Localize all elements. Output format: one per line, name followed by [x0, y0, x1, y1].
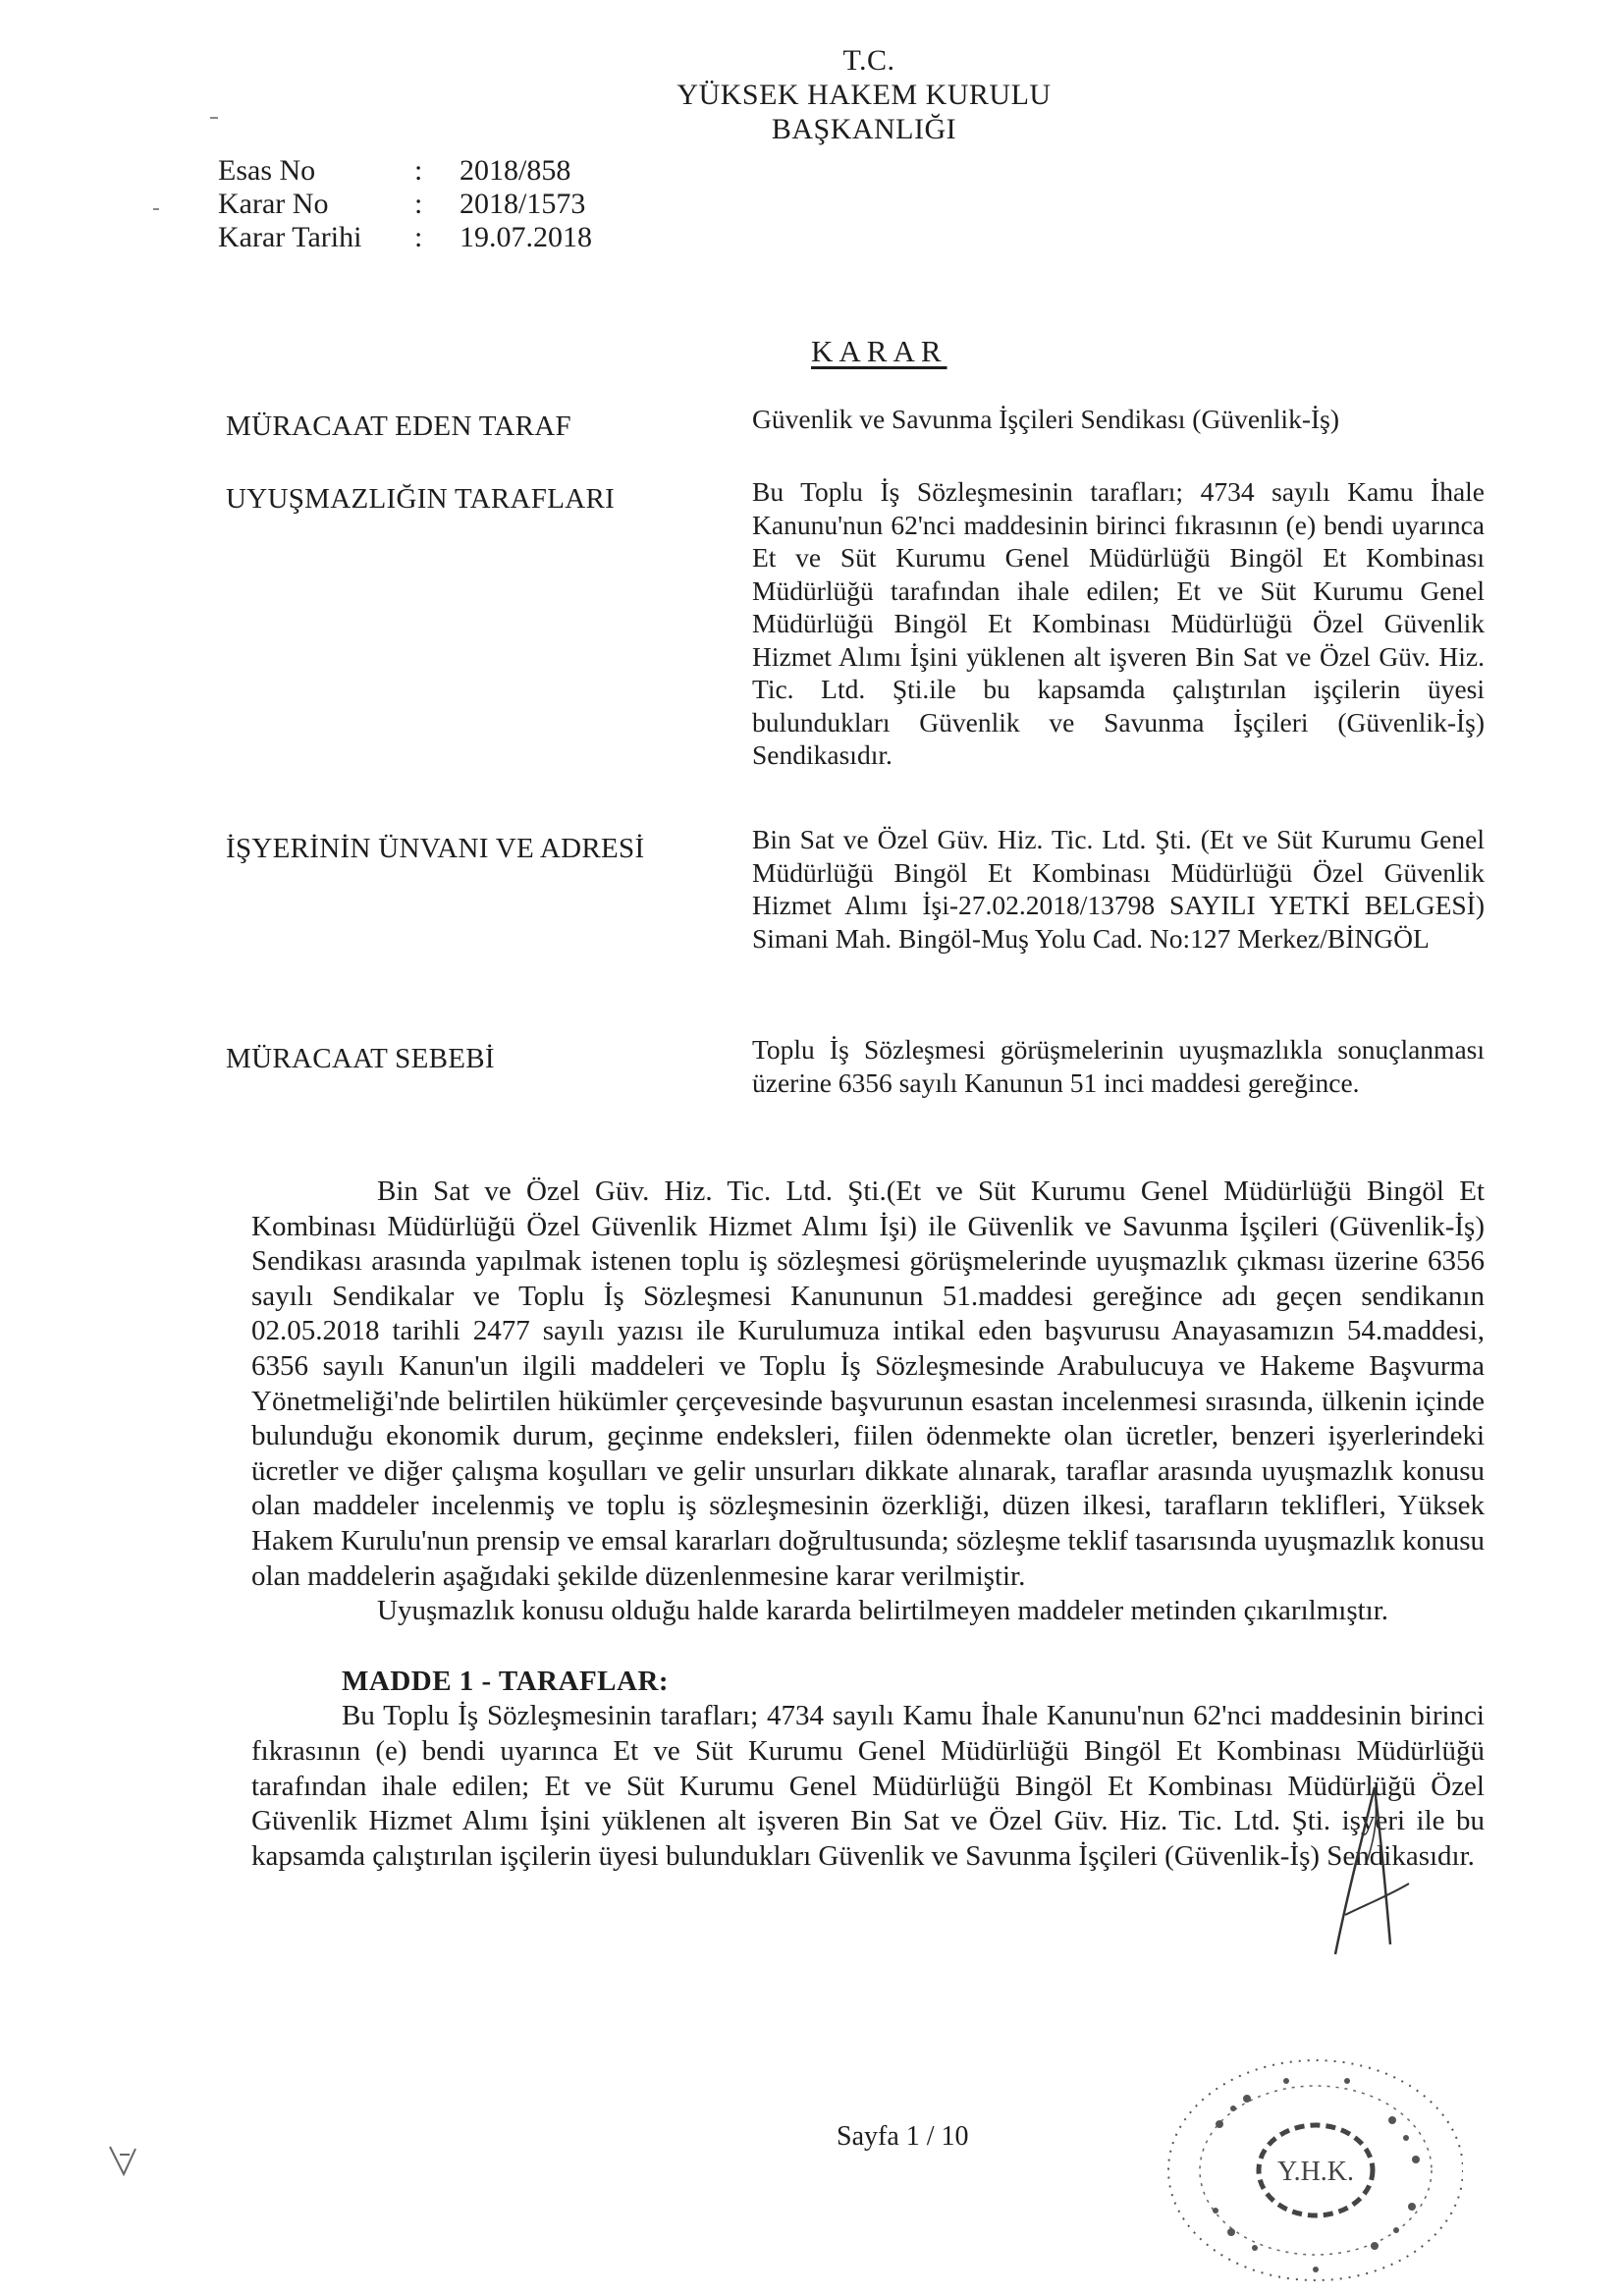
article-heading: MADDE 1 - TARAFLAR: — [342, 1665, 670, 1697]
handwritten-signature — [1306, 1768, 1424, 1964]
page-number: Sayfa 1 / 10 — [837, 2121, 969, 2152]
stamp-center-text: Y.H.K. — [1276, 2157, 1355, 2187]
scan-mark — [210, 117, 218, 119]
label-sebep: MÜRACAAT SEBEBİ — [226, 1043, 495, 1074]
value-taraflar: Bu Toplu İş Sözleşmesinin tarafları; 4734 sayılı Kamu İhale Kanunu'nun 62'nci maddesinin birinci fıkrasının (e) bendi uyarınca Et ve Süt Kurumu Genel Müdürlüğü Bingöl Et Kombinası Müdürlüğü tarafından ihale edilen; Et ve Süt Kurumu Genel Müdürlüğü Bingöl Et Kombinası Müdürlüğü Özel Güvenlik Hizmet Alımı İşini yüklenen alt işveren Bin Sat ve Özel Güv. Hiz. Tic. Ltd. Şti.ile bu kapsamda çalıştırılan işçilerin üyesi bulundukları Güvenlik ve Savunma İşçileri (Güvenlik-İş) Sendikasıdır. — [752, 476, 1485, 770]
body-paragraph-note: Uyuşmazlık konusu olduğu halde kararda belirtilmeyen maddeler metinden çıkarılmıştır. — [377, 1595, 1389, 1627]
official-seal-stamp — [1129, 2038, 1463, 2293]
value-isyeri: Bin Sat ve Özel Güv. Hiz. Tic. Ltd. Şti. (Et ve Süt Kurumu Genel Müdürlüğü Bingöl Et Kombinası Müdürlüğü Özel Güvenlik Hizmet Alımı İşi-27.02.2018/13798 SAYILI YETKİ BELGESİ) Simani Mah. Bingöl-Muş Yolu Cad. No:127 Merkez/BİNGÖL — [752, 824, 1485, 954]
meta-value: 2018/1573 — [460, 188, 586, 220]
meta-row-esas — [218, 154, 592, 188]
meta-key: Karar Tarihi — [218, 221, 362, 253]
meta-value: 19.07.2018 — [460, 221, 592, 253]
meta-sep: : — [414, 188, 423, 220]
label-isyeri: İŞYERİNİN ÜNVANI VE ADRESİ — [226, 833, 645, 864]
document-header — [609, 43, 1119, 146]
label-taraflar: UYUŞMAZLIĞIN TARAFLARI — [226, 483, 616, 515]
body-paragraph-main: Bin Sat ve Özel Güv. Hiz. Tic. Ltd. Şti.(Et ve Süt Kurumu Genel Müdürlüğü Bingöl Et Kombinası Müdürlüğü Özel Güvenlik Hizmet Alımı İşi) ile Güvenlik ve Savunma İşçileri (Güvenlik-İş) Sendikası arasında yapılmak istenen toplu iş sözleşmesi görüşmelerinde uyuşmazlık çıkması üzerine 6356 sayılı Sendikalar ve Toplu İş Sözleşmesi Kanununun 51.maddesi gereğince adı geçen sendikanın 02.05.2018 tarihli 2477 sayılı yazısı ile Kurulumuza intikal eden başvurusu Anayasamızın 54.maddesi, 6356 sayılı Kanun'un ilgili maddeleri ve Toplu İş Sözleşmesinde Arabulucuya ve Hakeme Başvurma Yönetmeliği'nde belirtilen hükümler çerçevesinde başvurunun esastan incelenmesi sırasında, ülkenin içinde bulunduğu ekonomik durum, geçinme endeksleri, fiilen ödenmekte olan ücretler, benzeri işyerlerindeki ücretler ve diğer çalışma koşulları ve gelir unsurları dikkate alınarak, taraflar arasında uyuşmazlık konusu olan maddeler incelenmiş ve toplu iş sözleşmesinin özerkliği, düzen ilkesi, tarafların teklifleri, Yüksek Hakem Kurulu'nun prensip ve emsal kararları doğrultusunda; sözleşme teklif tasarısında uyuşmazlık konusu olan maddelerin aşağıdaki şekilde düzenlenmesine karar verilmiştir. — [251, 1175, 1485, 1592]
decision-body — [251, 1175, 1485, 1874]
case-meta — [218, 154, 592, 254]
meta-key: Esas No — [218, 154, 316, 187]
meta-key: Karar No — [218, 188, 329, 220]
header-line-office: BAŞKANLIĞI — [771, 113, 957, 145]
header-line-institution: YÜKSEK HAKEM KURULU — [676, 79, 1052, 111]
value-muracaat-eden: Güvenlik ve Savunma İşçileri Sendikası (Güvenlik-İş) — [752, 404, 1339, 434]
meta-value: 2018/858 — [460, 154, 571, 187]
meta-row-karar — [218, 188, 592, 221]
margin-mark — [106, 2141, 145, 2180]
meta-sep: : — [414, 154, 423, 187]
label-muracaat-eden: MÜRACAAT EDEN TARAF — [226, 410, 571, 442]
value-sebep: Toplu İş Sözleşmesi görüşmelerinin uyuşmazlıkla sonuçlanması üzerine 6356 sayılı Kanunun 51 inci maddesi gereğince. — [752, 1034, 1485, 1098]
scan-mark — [153, 208, 159, 210]
meta-row-tarih — [218, 221, 592, 254]
header-line-tc: T.C. — [842, 44, 895, 77]
article-text: Bu Toplu İş Sözleşmesinin tarafları; 4734 sayılı Kamu İhale Kanunu'nun 62'nci maddesinin birinci fıkrasının (e) bendi uyarınca Et ve Süt Kurumu Genel Müdürlüğü Bingöl Et Kombinası Müdürlüğü tarafından ihale edilen; Et ve Süt Kurumu Genel Müdürlüğü Bingöl Et Kombinası Müdürlüğü Özel Güvenlik Hizmet Alımı İşini yüklenen alt işveren Bin Sat ve Özel Güv. Hiz. Tic. Ltd. Şti. işyeri ile bu kapsamda çalıştırılan işçilerin üyesi bulundukları Güvenlik ve Savunma İşçileri (Güvenlik-İş) Sendikasıdır. — [251, 1700, 1485, 1872]
meta-sep: : — [414, 221, 423, 253]
decision-title: KARAR — [811, 334, 947, 368]
